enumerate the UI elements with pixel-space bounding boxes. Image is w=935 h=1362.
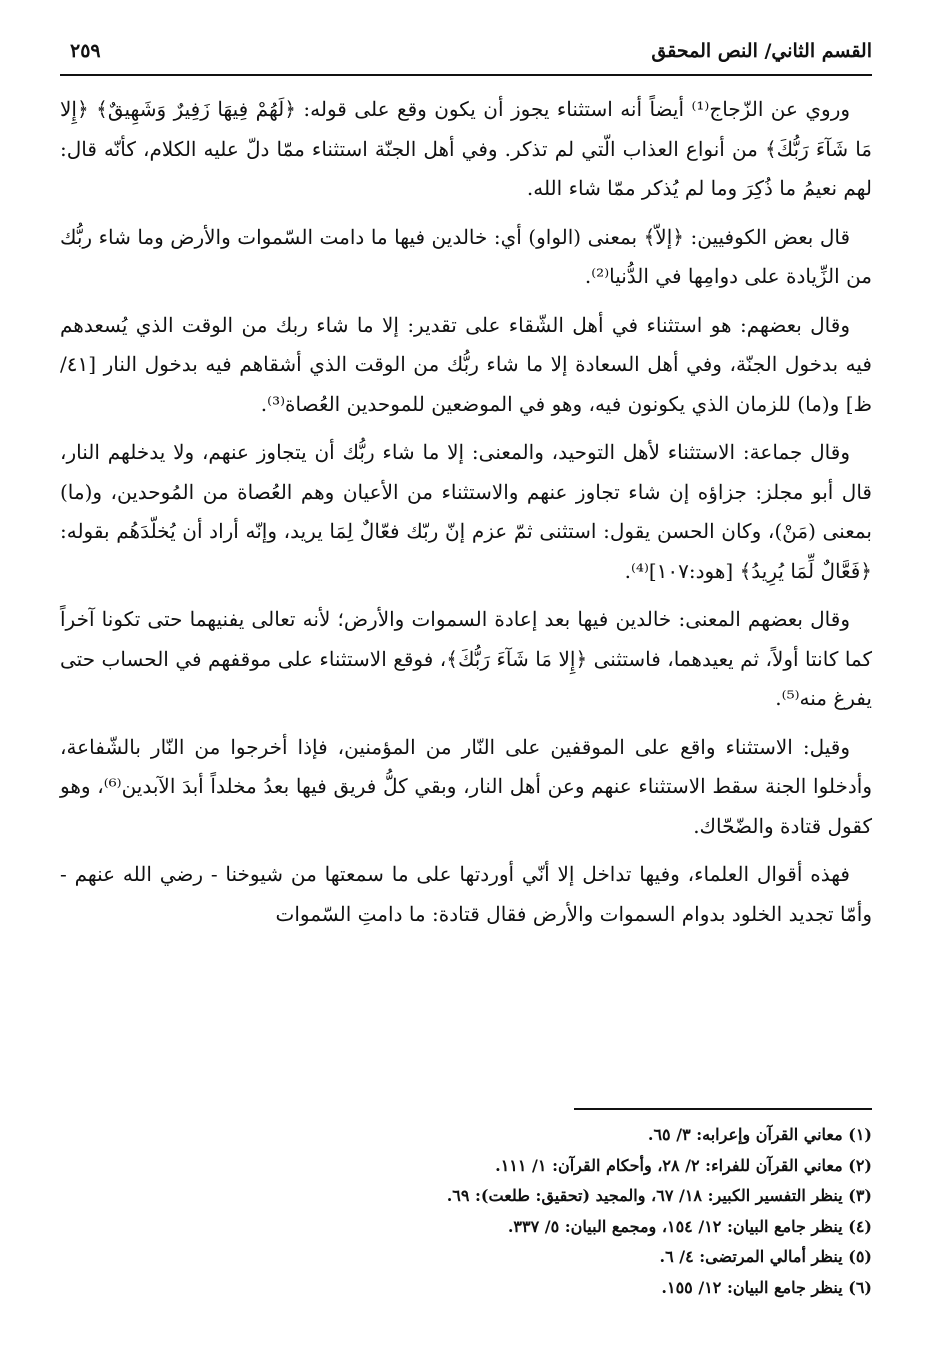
running-title: القسم الثاني/ النص المحقق bbox=[651, 40, 872, 62]
main-text bbox=[60, 90, 872, 943]
paragraph: فهذه أقوال العلماء، وفيها تداخل إلا أنّي أوردتها على ما سمعتها من شيوخنا - رضي الله عنهم - وأمّا تجديد الخلود بدوام السموات والأرض فقال قتادة: ما دامتِ السّموات bbox=[60, 862, 872, 926]
paragraph: وقال بعضهم المعنى: خالدين فيها بعد إعادة السموات والأرض؛ لأنه تعالى يفنيهما حتى تكونا آخراً كما كانتا أولاً، ثم يعيدهما، فاستثنى ﴿إِلا مَا شَآءَ رَبُّكَ﴾، فوقع الاستثناء على موقفهم في الحساب حتى يفرغ منه⁽⁵⁾. bbox=[60, 607, 872, 710]
footnote: (٦) ينظر جامع البيان: ١٢/ ١٥٥. bbox=[661, 1277, 872, 1297]
footnotes bbox=[60, 1120, 872, 1303]
paragraph: وقال بعضهم: هو استثناء في أهل الشّقاء على تقدير: إلا ما شاء ربك من الوقت الذي يُسعدهم فيه بدخول الجنّة، وفي أهل السعادة إلا ما شاء ربُّك من الوقت الذي أشقاهم فيه بدخول النار [٤١/ظ] و(ما) للزمان الذي يكونون فيه، وهو في الموضعين للموحدين العُصاة⁽³⁾. bbox=[60, 312, 872, 416]
header-divider bbox=[60, 74, 872, 76]
paragraph: قال بعض الكوفيين: ﴿إلاّ﴾ بمعنى (الواو) أي: خالدين فيها ما دامت السّموات والأرض وما شاء ربُّك من الزِّيادة على دوامِها في الدُّنيا⁽²⁾. bbox=[60, 224, 872, 288]
footnote: (٢) معاني القرآن للفراء: ٢/ ٢٨، وأحكام القرآن: ١/ ١١١. bbox=[495, 1155, 872, 1175]
running-head bbox=[60, 40, 872, 74]
paragraph: وقال جماعة: الاستثناء لأهل التوحيد، والمعنى: إلا ما شاء ربُّك أن يتجاوز عنهم، ولا يدخلهم النار، قال أبو مجلز: جزاؤه إن شاء تجاوز عنهم والاستثناء من الأعيان وهم العُصاة من المُوحدين، و(ما) بمعنى (مَنْ)، وكان الحسن يقول: استثنى ثمّ عزم إنّ ربّك فعّالٌ لِمَا يريد، وإنّه أراد أن يُخلّدَهُم بقوله: ﴿فَعَّالٌ لِّمَا يُرِيدُ﴾ [هود:١٠٧]⁽⁴⁾. bbox=[60, 440, 872, 583]
footnote: (١) معاني القرآن وإعرابه: ٣/ ٦٥. bbox=[647, 1125, 872, 1144]
page-number: ٢٥٩ bbox=[70, 40, 101, 62]
paragraph: وروي عن الزّجاج⁽¹⁾ أيضاً أنه استثناء يجوز أن يكون وقع على قوله: ﴿لَهُمْ فِيهَا زَفِيرٌ وَشَهِيقٌ﴾ ﴿إِلا مَا شَآءَ رَبُّكَ﴾ من أنواع العذاب الّتي لم تذكر. وفي أهل الجنّة استثناء ممّا دلّ عليه الكلام، كأنّه قال: لهم نعيمُ ما ذُكِرَ وما لم يُذكر ممّا شاء الله. bbox=[60, 97, 872, 200]
footnote-divider bbox=[574, 1108, 872, 1110]
footnote: (٥) ينظر أمالي المرتضى: ٤/ ٦. bbox=[659, 1247, 872, 1266]
paragraph: وقيل: الاستثناء واقع على الموقفين على النّار من المؤمنين، فإذا أخرجوا من النّار بالشّفاعة، وأدخلوا الجنة سقط الاستثناء عنهم وعن أهل النار، وبقي كلُّ فريق فيها بعدُ مخلداً أبدَ الآبدين⁽⁶⁾، وهو كقول قتادة والضّحّاك. bbox=[60, 734, 873, 838]
footnote: (٣) ينظر التفسير الكبير: ١٨/ ٦٧، والمجيد (تحقيق: طلعت): ٦٩. bbox=[446, 1186, 872, 1205]
footnote: (٤) ينظر جامع البيان: ١٢/ ١٥٤، ومجمع البيان: ٥/ ٣٣٧. bbox=[507, 1216, 872, 1236]
book-page bbox=[60, 30, 872, 1330]
